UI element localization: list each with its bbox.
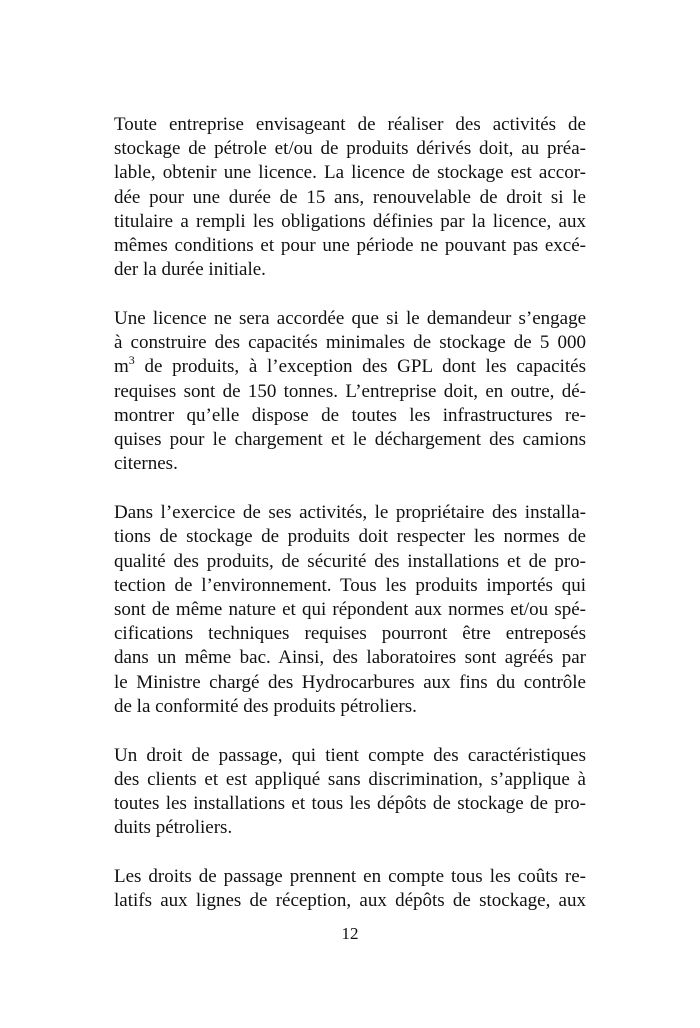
text-line: mêmes conditions et pour une période ne pouvant pas excé- <box>114 234 586 256</box>
page-number: 12 <box>341 924 359 943</box>
text-line: toutes les installations et tous les dépôts de stockage de pro- <box>114 793 586 815</box>
text-line: requises sont de 150 tonnes. L’entreprise doit, en outre, dé- <box>114 380 586 402</box>
text-line: tection de l’environnement. Tous les produits importés qui <box>114 574 586 596</box>
paragraph-storage-capacity <box>114 307 586 476</box>
text-line: tions de stockage de produits doit respecter les normes de <box>114 526 586 548</box>
text-line: le Ministre chargé des Hydrocarbures aux fins du contrôle <box>114 671 586 693</box>
text-line: Les droits de passage prennent en compte tous les coûts re- <box>114 866 586 888</box>
text-line: des clients et est appliqué sans discrimination, s’applique à <box>114 768 586 790</box>
text-line: quises pour le chargement et le déchargement des camions <box>114 429 586 451</box>
paragraph-owner-obligations <box>114 501 586 719</box>
text-line: dans un même bac. Ainsi, des laboratoires sont agréés par <box>114 647 586 669</box>
text-line: stockage de pétrole et/ou de produits dérivés doit, au préa- <box>114 138 586 160</box>
text-line: qualité des produits, de sécurité des installations et de pro- <box>114 550 586 572</box>
text-line: montrer qu’elle dispose de toutes les infrastructures re- <box>114 404 586 426</box>
body-text <box>114 113 586 914</box>
text-line: lable, obtenir une licence. La licence de stockage est accor- <box>114 162 586 184</box>
line-remainder: de produits, à l’exception des GPL dont les capacités <box>134 356 586 378</box>
text-line: duits pétroliers. <box>114 817 233 839</box>
text-line: latifs aux lignes de réception, aux dépôts de stockage, aux <box>114 890 586 912</box>
superscript-3: 3 <box>128 353 135 368</box>
text-line: titulaire a rempli les obligations définies par la licence, aux <box>114 210 586 232</box>
text-line: dée pour une durée de 15 ans, renouvelable de droit si le <box>114 186 586 208</box>
text-line: de la conformité des produits pétroliers. <box>114 695 417 717</box>
text-line: à construire des capacités minimales de stockage de 5 000 <box>114 332 586 354</box>
paragraph-passage-fees <box>114 865 586 913</box>
text-line: sont de même nature et qui répondent aux normes et/ou spé- <box>114 598 586 620</box>
paragraph-licence-requirement <box>114 113 586 282</box>
paragraph-right-of-passage <box>114 744 586 841</box>
text-line: der la durée initiale. <box>114 259 266 281</box>
text-line: Un droit de passage, qui tient compte des caractéristiques <box>114 744 586 766</box>
unit-m: m <box>114 356 129 378</box>
text-line: Toute entreprise envisageant de réaliser des activités de <box>114 114 586 135</box>
text-line-with-superscript <box>114 355 586 379</box>
text-line: Une licence ne sera accordée que si le demandeur s’engage <box>114 308 586 330</box>
text-line: cifications techniques requises pourront être entreposés <box>114 623 586 645</box>
text-line: citernes. <box>114 453 178 475</box>
text-line: Dans l’exercice de ses activités, le propriétaire des installa- <box>114 502 586 524</box>
